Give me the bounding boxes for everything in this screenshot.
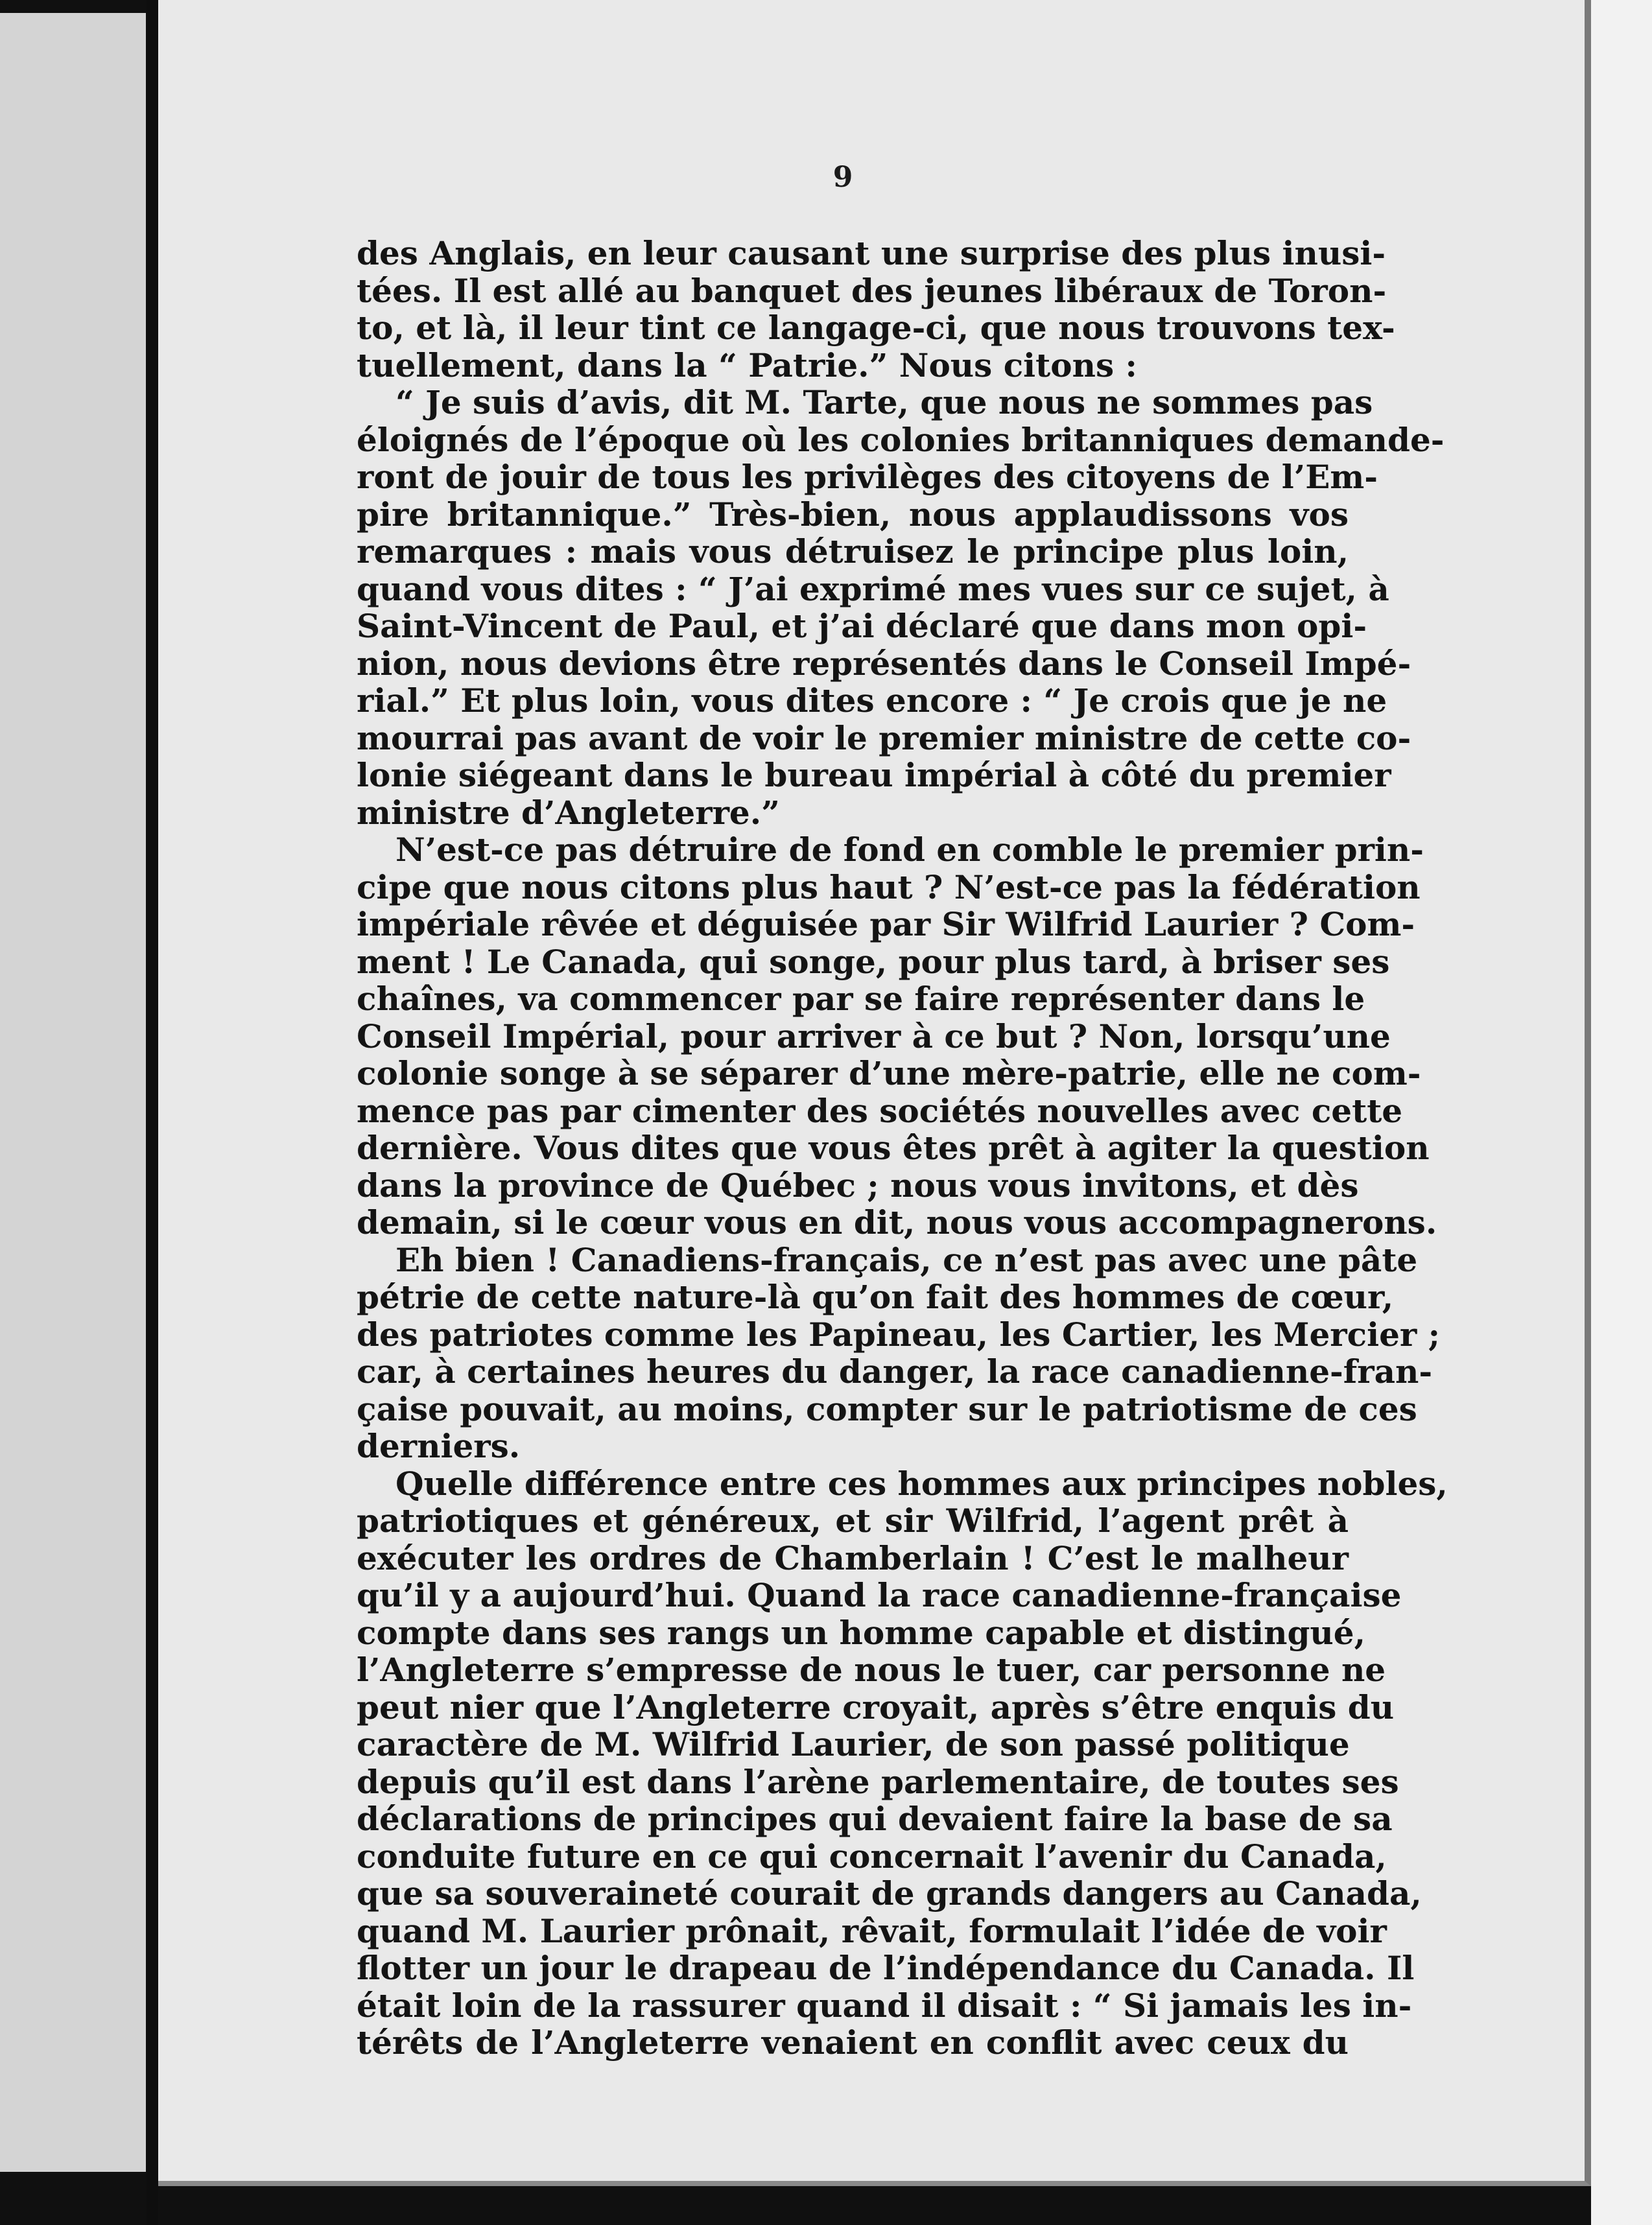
text-line: caractère de M. Wilfrid Laurier, de son passé politique	[357, 1725, 1350, 1763]
text-line: tuellement, dans la “ Patrie.” Nous citons :	[357, 346, 1137, 384]
text-line: ment ! Le Canada, qui songe, pour plus tard, à briser ses	[357, 942, 1390, 981]
text-line: mourrai pas avant de voir le premier ministre de cette co-	[357, 718, 1411, 757]
text-line: Quelle différence entre ces hommes aux principes nobles,	[395, 1464, 1448, 1503]
text-line: qu’il y a aujourd’hui. Quand la race canadienne-française	[357, 1576, 1402, 1614]
text-line: dans la province de Québec ; nous vous invitons, et dès	[357, 1166, 1359, 1205]
text-line: remarques : mais vous détruisez le principe plus loin,	[357, 532, 1349, 571]
text-line: tées. Il est allé au banquet des jeunes libéraux de Toron-	[357, 271, 1387, 310]
text-line: N’est-ce pas détruire de fond en comble le premier prin-	[395, 830, 1424, 869]
text-line: conduite future en ce qui concernait l’avenir du Canada,	[357, 1837, 1387, 1876]
text-line: demain, si le cœur vous en dit, nous vous accompagnerons.	[357, 1203, 1437, 1242]
text-line: déclarations de principes qui devaient faire la base de sa	[357, 1800, 1393, 1838]
text-line: pétrie de cette nature-là qu’on fait des hommes de cœur,	[357, 1278, 1394, 1316]
text-line: derniers.	[357, 1427, 521, 1465]
text-line: peut nier que l’Angleterre croyait, après s’être enquis du	[357, 1688, 1395, 1726]
text-line: patriotiques et généreux, et sir Wilfrid, l’agent prêt à	[357, 1501, 1349, 1540]
text-line: compte dans ses rangs un homme capable et distingué,	[357, 1613, 1365, 1652]
text-line: Saint-Vincent de Paul, et j’ai déclaré que dans mon opi-	[357, 607, 1367, 645]
text-line: car, à certaines heures du danger, la race canadienne-fran-	[357, 1352, 1433, 1391]
text-line: térêts de l’Angleterre venaient en conflit avec ceux du	[357, 2023, 1349, 2062]
text-line: rial.” Et plus loin, vous dites encore : “ Je crois que je ne	[357, 681, 1387, 720]
text-line: impériale rêvée et déguisée par Sir Wilfrid Laurier ? Com-	[357, 905, 1415, 943]
text-line: depuis qu’il est dans l’arène parlementaire, de toutes ses	[357, 1762, 1399, 1801]
text-line: “ Je suis d’avis, dit M. Tarte, que nous ne sommes pas	[395, 383, 1373, 421]
text-line: pire britannique.” Très-bien, nous applaudissons vos	[357, 495, 1349, 534]
text-line: ront de jouir de tous les privilèges des citoyens de l’Em-	[357, 458, 1378, 496]
facing-page-edge	[0, 13, 146, 2172]
scan-margin	[1591, 0, 1652, 2225]
text-line: ministre d’Angleterre.”	[357, 793, 780, 832]
text-line: to, et là, il leur tint ce langage-ci, que nous trouvons tex-	[357, 309, 1395, 347]
text-line: Eh bien ! Canadiens-français, ce n’est pas avec une pâte	[395, 1240, 1418, 1279]
text-line: mence pas par cimenter des sociétés nouvelles avec cette	[357, 1091, 1403, 1130]
body-text	[357, 234, 1448, 2062]
text-line: cipe que nous citons plus haut ? N’est-ce pas la fédération	[357, 867, 1421, 906]
text-line: quand M. Laurier prônait, rêvait, formulait l’idée de voir	[357, 1911, 1387, 1950]
text-line: Conseil Impérial, pour arriver à ce but ? Non, lorsqu’une	[357, 1017, 1391, 1055]
text-line: çaise pouvait, au moins, compter sur le patriotisme de ces	[357, 1389, 1417, 1428]
text-line: lonie siégeant dans le bureau impérial à côté du premier	[357, 756, 1391, 794]
text-line: que sa souveraineté courait de grands dangers au Canada,	[357, 1874, 1422, 1913]
text-line: flotter un jour le drapeau de l’indépendance du Canada. Il	[357, 1949, 1415, 1987]
text-line: quand vous dites : “ J’ai exprimé mes vues sur ce sujet, à	[357, 569, 1389, 608]
text-line: colonie songe à se séparer d’une mère-patrie, elle ne com-	[357, 1054, 1421, 1092]
text-line: exécuter les ordres de Chamberlain ! C’est le malheur	[357, 1538, 1349, 1577]
text-line: des Anglais, en leur causant une surprise des plus inusi-	[357, 234, 1386, 272]
text-line: était loin de la rassurer quand il disait : “ Si jamais les in-	[357, 1986, 1412, 2025]
book-binding	[147, 0, 158, 2225]
text-line: dernière. Vous dites que vous êtes prêt à agiter la question	[357, 1129, 1430, 1167]
text-line: chaînes, va commencer par se faire représenter dans le	[357, 980, 1365, 1018]
text-line: l’Angleterre s’empresse de nous le tuer, car personne ne	[357, 1651, 1386, 1689]
page-number: 9	[832, 161, 853, 194]
text-line: éloignés de l’époque où les colonies britanniques demande-	[357, 420, 1445, 459]
text-line: nion, nous devions être représentés dans le Conseil Impé-	[357, 644, 1411, 683]
text-line: des patriotes comme les Papineau, les Cartier, les Mercier ;	[357, 1315, 1441, 1354]
